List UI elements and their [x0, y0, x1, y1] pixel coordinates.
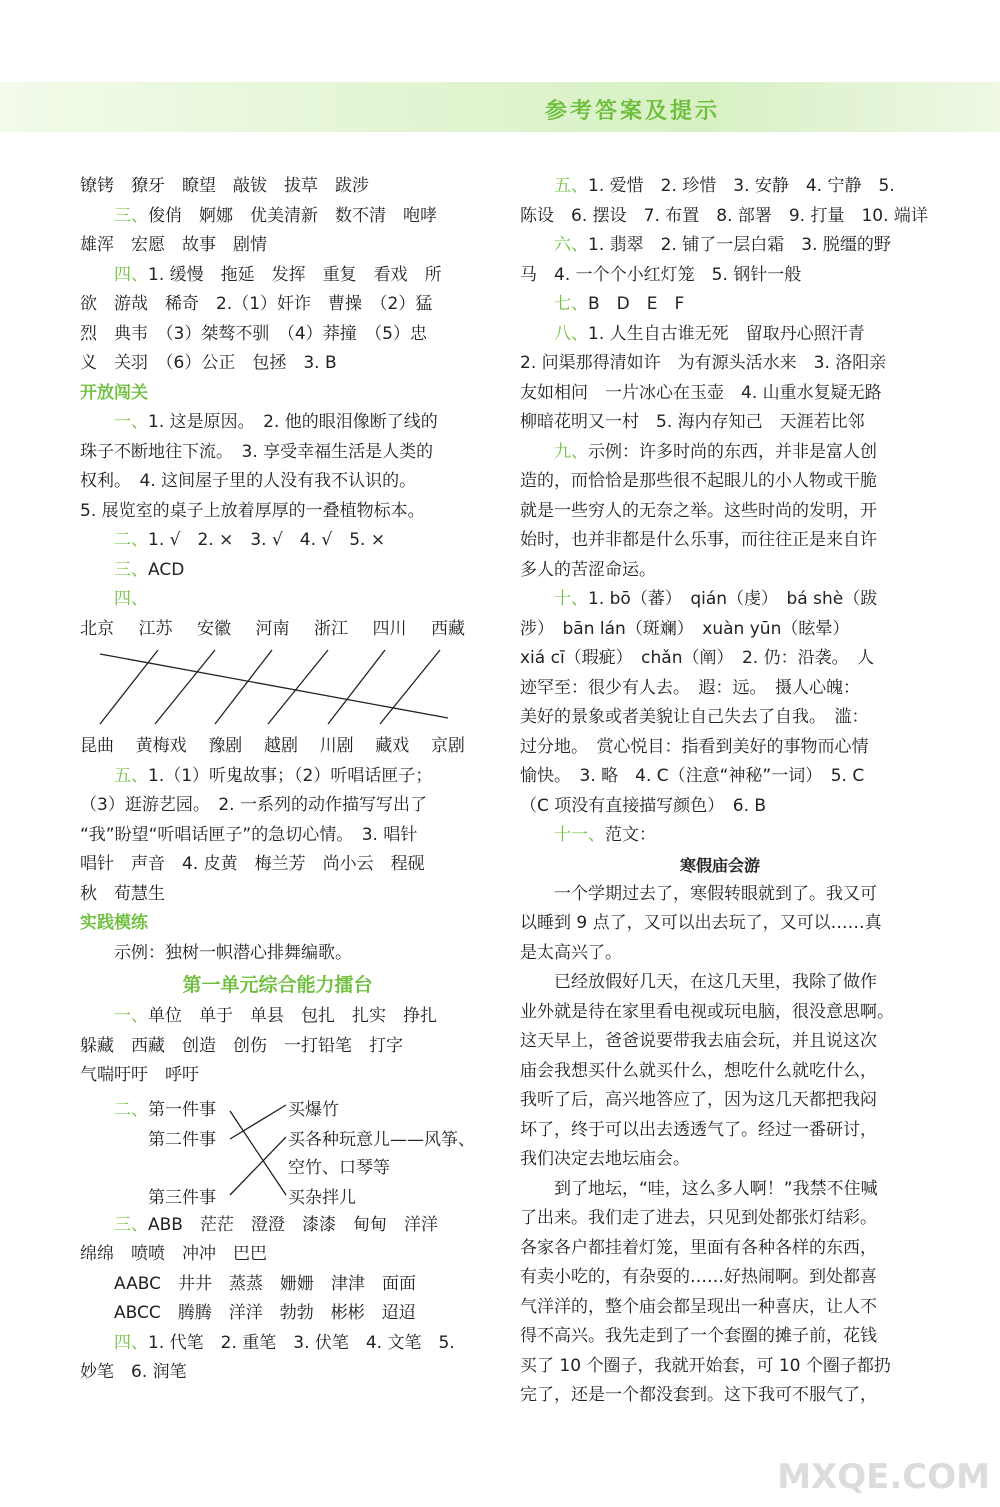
province: 四川	[372, 618, 407, 639]
text-line: 柳暗花明又一村 5. 海内存知己 天涯若比邻	[520, 412, 865, 432]
item-number: 二、	[114, 530, 148, 550]
text-line: 绵绵 喷喷 冲冲 巴巴	[80, 1244, 267, 1264]
item-number: 一、	[114, 412, 148, 432]
text-line: 躲藏 西藏 创造 创伤 一打铅笔 打字	[80, 1035, 403, 1056]
text-line: 是太高兴了。	[520, 942, 622, 963]
opera: 川剧	[319, 736, 354, 756]
opera: 昆曲	[80, 736, 114, 756]
item-number: 五、	[114, 765, 148, 786]
opera: 藏戏	[375, 736, 410, 756]
text-line: 八、1. 人生自古谁无死 留取丹心照汗青	[554, 323, 865, 344]
text-line: 已经放假好几天，在这几天里，我除了做作	[554, 972, 877, 992]
item-label: 买杂拌儿	[288, 1187, 356, 1208]
page-title: 参考答案及提示	[544, 99, 720, 124]
item-number: 三、	[114, 205, 148, 226]
text-line: 二、1. √ 2. × 3. √ 4. √ 5. ×	[114, 530, 386, 550]
item-number: 一、	[114, 1006, 148, 1026]
opera: 豫剧	[208, 736, 243, 756]
text-line: 就是一些穷人的无奈之举。这些时尚的发明，开	[520, 500, 877, 521]
text-line: 一、单位 单于 单县 包扎 扎实 挣扎	[114, 1006, 437, 1026]
item-label: 买各种玩意儿——风筝、	[288, 1129, 475, 1150]
text-line: 2. 问渠那得清如许 为有源头活水来 3. 洛阳亲	[520, 353, 887, 373]
province: 江苏	[138, 618, 173, 639]
text-line: （3）逛游艺园。 2. 一系列的动作描写写出了	[80, 795, 427, 815]
province: 北京	[80, 618, 114, 639]
section-heading: 开放闯关	[80, 382, 148, 403]
text-line: 有卖小吃的，有杂耍的……好热闹啊。到处都喜	[520, 1267, 877, 1287]
text-line: 业外就是待在家里看电视或玩电脑，很没意思啊。	[520, 1001, 894, 1022]
text-line: 了出来。我们走了进去，只见到处都张灯结彩。	[520, 1208, 877, 1228]
text-line: 三、ABB 茫茫 澄澄 漆漆 甸甸 洋洋	[114, 1214, 438, 1235]
item-number: 九、	[554, 441, 588, 462]
text-line: 一、1. 这是原因。 2. 他的眼泪像断了线的	[114, 412, 438, 432]
right-column	[520, 172, 928, 1411]
text-line: 九、示例：许多时尚的东西，并非是富人创	[554, 441, 877, 462]
item-number: 五、	[554, 176, 588, 196]
text-line: 买了 10 个圈子，我就开始套，可 10 个圈子都扔	[520, 1355, 891, 1376]
text-line: 始时，也并非都是什么乐事，而往往正是来自许	[520, 530, 877, 550]
event-matching	[80, 1091, 475, 1211]
text-line: 欲 游哉 稀奇 2.（1）奸诈 曹操 （2）猛	[80, 294, 433, 314]
text-line: 愉快。 3. 略 4. C（注意“神秘”一词） 5. C	[520, 766, 865, 786]
text-line: 陈设 6. 摆设 7. 布置 8. 部署 9. 打量 10. 端详	[520, 205, 928, 226]
item-number: 八、	[554, 323, 588, 344]
event-label: 第一件事	[148, 1099, 216, 1120]
text-line: 迹罕至：很少有人去。 遐：远。 摄人心魄：	[520, 677, 860, 698]
text-line: “我”盼望“听唱话匣子”的急切心情。 3. 唱针	[80, 824, 418, 845]
text-line: 坏了，终于可以出去透透气了。经过一番研讨，	[520, 1119, 877, 1140]
item-number: 三、	[114, 559, 148, 580]
item-number: 七、	[554, 294, 588, 314]
text-line: （C 项没有直接描写颜色） 6. B	[520, 795, 767, 816]
opera-row	[80, 732, 475, 762]
text-line: xiá cī（瑕疵） chǎn（阐） 2. 仍：沿袭。 人	[520, 648, 875, 668]
item-number: 四、	[114, 589, 148, 609]
text-line: ABCC 腾腾 洋洋 勃勃 彬彬 迢迢	[114, 1303, 416, 1323]
event-label: 第二件事	[148, 1129, 216, 1150]
text-line: 涉） bān lán（斑斓） xuàn yūn（眩晕）	[520, 618, 850, 639]
text-line: 庙会我想买什么就买什么，想吃什么就吃什么，	[520, 1060, 877, 1081]
province: 西藏	[431, 618, 465, 639]
text-line: 各家各户都挂着灯笼，里面有各种各样的东西，	[520, 1237, 877, 1258]
province: 浙江	[314, 618, 348, 639]
text-line: 六、1. 翡翠 2. 铺了一层白霜 3. 脱缰的野	[554, 235, 891, 255]
text-line: 唱针 声音 4. 皮黄 梅兰芳 尚小云 程砚	[80, 854, 425, 874]
opera: 黄梅戏	[135, 736, 187, 756]
text-line: 友如相问 一片冰心在玉壶 4. 山重水复疑无路	[520, 382, 882, 403]
item-number: 十一、	[554, 825, 605, 845]
text-line: 马 4. 一个个小红灯笼 5. 钢针一般	[520, 264, 802, 285]
text-line: 烈 典韦 （3）桀骜不驯 （4）莽撞 （5）忠	[80, 323, 427, 344]
text-line: 这天早上，爸爸说要带我去庙会玩，并且说这次	[520, 1031, 877, 1051]
item-number: 十、	[554, 589, 588, 609]
text-line: 多人的苦涩命运。	[520, 559, 656, 580]
text-line: 四、1. 缓慢 拖延 发挥 重复 看戏 所	[114, 264, 442, 285]
item-number: 二、	[114, 1099, 148, 1120]
matching-lines	[80, 644, 470, 732]
text-line: 过分地。 赏心悦目：指看到美好的事物而心情	[520, 736, 869, 757]
text-line: 五、1.（1）听鬼故事；（2）听唱话匣子；	[114, 765, 433, 786]
text-line: 以睡到 9 点了，又可以出去玩了，又可以……真	[520, 913, 882, 933]
opera: 京剧	[430, 736, 465, 756]
unit-title: 第一单元综合能力擂台	[182, 974, 373, 996]
text-line: 镣铐 獠牙 瞭望 敲钹 拔草 跋涉	[80, 176, 369, 196]
text-line: 权利。 4. 这间屋子里的人没有我不认识的。	[80, 471, 417, 491]
text-line: 一个学期过去了，寒假转眼就到了。我又可	[554, 883, 877, 904]
event-lines	[228, 1091, 288, 1211]
watermark: MXQE.COM	[777, 1457, 990, 1497]
text-line: 造的，而恰恰是那些很不起眼儿的小人物或干脆	[520, 471, 877, 491]
opera: 越剧	[263, 736, 298, 756]
text-line: 气喘吁吁 呼吁	[80, 1065, 199, 1085]
item-number: 四、	[114, 1332, 148, 1353]
text-line: 示例：独树一帜潜心排舞编歌。	[114, 942, 352, 963]
item-label: 空竹、口琴等	[288, 1157, 390, 1178]
text-line: 秋 荀慧生	[80, 883, 165, 904]
text-line: 十一、范文：	[554, 825, 656, 845]
item-number: 三、	[114, 1214, 148, 1235]
province-row	[80, 615, 475, 645]
text-line: 我们决定去地坛庙会。	[520, 1149, 690, 1169]
text-line: 四、1. 代笔 2. 重笔 3. 伏笔 4. 文笔 5.	[114, 1332, 455, 1353]
item-label: 买爆竹	[288, 1099, 339, 1120]
text-line	[80, 585, 475, 615]
section-heading: 实践模练	[80, 913, 148, 933]
event-label: 第三件事	[148, 1187, 216, 1208]
essay-title: 寒假庙会游	[679, 855, 760, 875]
text-line: 5. 展览室的桌子上放着厚厚的一叠植物标本。	[80, 500, 425, 521]
province: 河南	[255, 618, 290, 639]
text-line: 到了地坛，“哇，这么多人啊！”我禁不住喊	[554, 1178, 878, 1199]
text-line: 珠子不断地往下流。 3. 享受幸福生活是人类的	[80, 441, 434, 462]
text-line: 气洋洋的，整个庙会都呈现出一种喜庆，让人不	[520, 1296, 877, 1317]
text-line: 雄浑 宏愿 故事 剧情	[80, 235, 267, 255]
left-column	[80, 172, 475, 1388]
text-line: 得不高兴。我先走到了一个套圈的摊子前，花钱	[520, 1326, 877, 1346]
item-number: 四、	[114, 264, 148, 285]
text-line: 三、ACD	[114, 559, 185, 580]
text-line: 五、1. 爱惜 2. 珍惜 3. 安静 4. 宁静 5.	[554, 176, 895, 196]
text-line: AABC 井井 蒸蒸 姗姗 津津 面面	[114, 1273, 416, 1294]
text-line: 妙笔 6. 润笔	[80, 1362, 187, 1382]
text-line: 义 关羽 （6）公正 包拯 3. B	[80, 353, 337, 373]
text-line: 三、俊俏 婀娜 优美清新 数不清 咆哮	[114, 205, 437, 226]
text-line: 七、B D E F	[554, 294, 685, 314]
text-line: 完了，还是一个都没套到。这下我可不服气了，	[520, 1385, 877, 1405]
province: 安徽	[197, 618, 231, 639]
header-banner	[0, 82, 1000, 132]
item-number: 六、	[554, 235, 588, 255]
text-line: 十、1. bō（蕃） qián（虔） bá shè（跋	[554, 589, 878, 609]
text-line: 我听了后，高兴地答应了，因为这几天都把我闷	[520, 1090, 877, 1110]
text-line: 美好的景象或者美貌让自己失去了自我。 滥：	[520, 707, 869, 727]
